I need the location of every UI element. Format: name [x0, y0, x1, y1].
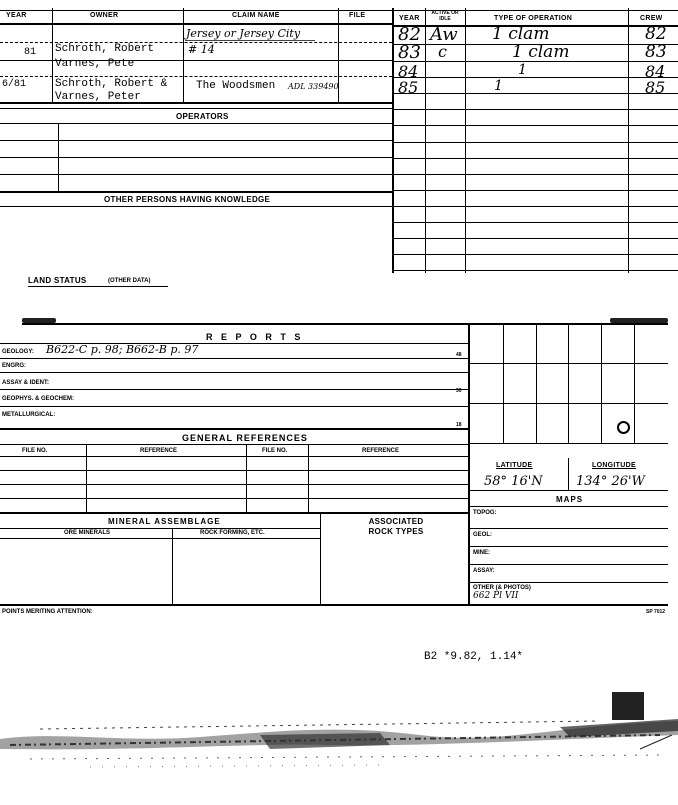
reference-header: FILE NO. — [22, 448, 48, 454]
report-row-number: 48 — [456, 352, 462, 358]
reference-header: REFERENCE — [362, 448, 400, 454]
operation-crew: 85 — [645, 78, 666, 97]
map-row-label: MINE: — [473, 550, 490, 556]
owner-row-year: 81 — [24, 47, 37, 58]
operation-crew: 82 — [645, 24, 667, 44]
owner-name: Varnes, Peter — [55, 91, 141, 103]
operation-active-idle: Aw — [430, 24, 458, 45]
form-number: SP 7012 — [646, 609, 666, 615]
operation-type: 1 clam — [512, 42, 570, 62]
map-row-value: 662 Pl VII — [473, 591, 519, 601]
mineral-assemblage-title: MINERAL ASSEMBLAGE — [108, 517, 221, 526]
operation-active-idle: c — [438, 42, 447, 61]
maps-title: MAPS — [556, 495, 584, 504]
report-row-number: 18 — [456, 422, 462, 428]
report-row-number: 30 — [456, 388, 462, 394]
latitude-label: LATITUDE — [496, 462, 533, 469]
owner-name: Schroth, Robert & — [55, 78, 168, 90]
header-file: FILE — [349, 12, 366, 19]
report-row-label: GEOLOGY: — [2, 349, 34, 355]
claim-name: The Woodsmen — [196, 80, 276, 92]
header-crew: CREW — [640, 15, 663, 22]
report-row-label: ASSAY & IDENT: — [2, 380, 50, 386]
claim-number: # 14 — [188, 43, 215, 56]
land-status-label: LAND STATUS — [28, 276, 87, 285]
reports-title: R E P O R T S — [206, 332, 304, 342]
operation-type: 1 clam — [492, 24, 550, 44]
operation-type: 1 — [494, 78, 503, 94]
land-status-sublabel: (OTHER DATA) — [108, 278, 151, 284]
report-row-label: GEOPHYS. & GEOCHEM: — [2, 396, 75, 402]
operation-year: 82 — [398, 24, 421, 45]
operation-type: 1 — [518, 62, 527, 78]
ore-minerals-header: ORE MINERALS — [64, 530, 111, 536]
reference-header: REFERENCE — [140, 448, 178, 454]
rock-forming-header: ROCK FORMING, ETC. — [200, 530, 265, 536]
owner-name: Varnes, Pete — [55, 58, 135, 70]
map-row-label: TOPOG: — [473, 510, 497, 516]
map-row-label: OTHER (& PHOTOS) — [473, 585, 531, 591]
reference-header: FILE NO. — [262, 448, 288, 454]
header-op-year: YEAR — [399, 15, 420, 22]
claim-name-handwritten: Jersey or Jersey City — [186, 27, 301, 40]
header-year: YEAR — [6, 12, 27, 19]
report-row-value: B622-C p. 98; B662-B p. 97 — [46, 343, 199, 356]
general-references-title: GENERAL REFERENCES — [182, 433, 308, 443]
longitude-label: LONGITUDE — [592, 462, 636, 469]
operation-year: 84 — [398, 62, 419, 81]
operation-crew: 84 — [645, 62, 666, 81]
longitude-value: 134° 26'W — [576, 474, 645, 489]
report-row-label: METALLURGICAL: — [2, 412, 56, 418]
location-marker-icon — [617, 421, 630, 434]
file-number-handwritten: ADL 339490 — [288, 82, 339, 91]
owner-name: Schroth, Robert — [55, 43, 155, 55]
header-claim-name: CLAIM NAME — [232, 12, 280, 19]
header-type-of-operation: TYPE OF OPERATION — [494, 15, 573, 22]
associated-rock-types: ASSOCIATED ROCK TYPES — [368, 517, 424, 536]
operation-crew: 83 — [645, 42, 667, 62]
report-row-label: ENGRG: — [2, 363, 26, 369]
latitude-value: 58° 16'N — [484, 474, 543, 489]
operators-label: OPERATORS — [176, 112, 229, 121]
points-meriting-attention-label: POINTS MERITING ATTENTION: — [2, 609, 93, 615]
other-persons-label: OTHER PERSONS HAVING KNOWLEDGE — [104, 195, 271, 204]
footer-note: B2 *9.82, 1.14* — [424, 651, 524, 663]
scan-artifact-band — [0, 695, 678, 805]
operation-year: 85 — [398, 78, 419, 97]
map-row-label: GEOL: — [473, 532, 492, 538]
map-row-label: ASSAY: — [473, 568, 495, 574]
header-owner: OWNER — [90, 12, 119, 19]
owner-row-year: 6/81 — [2, 79, 27, 90]
header-active-idle: ACTIVE OR IDLE — [431, 10, 459, 22]
operation-year: 83 — [398, 42, 421, 63]
